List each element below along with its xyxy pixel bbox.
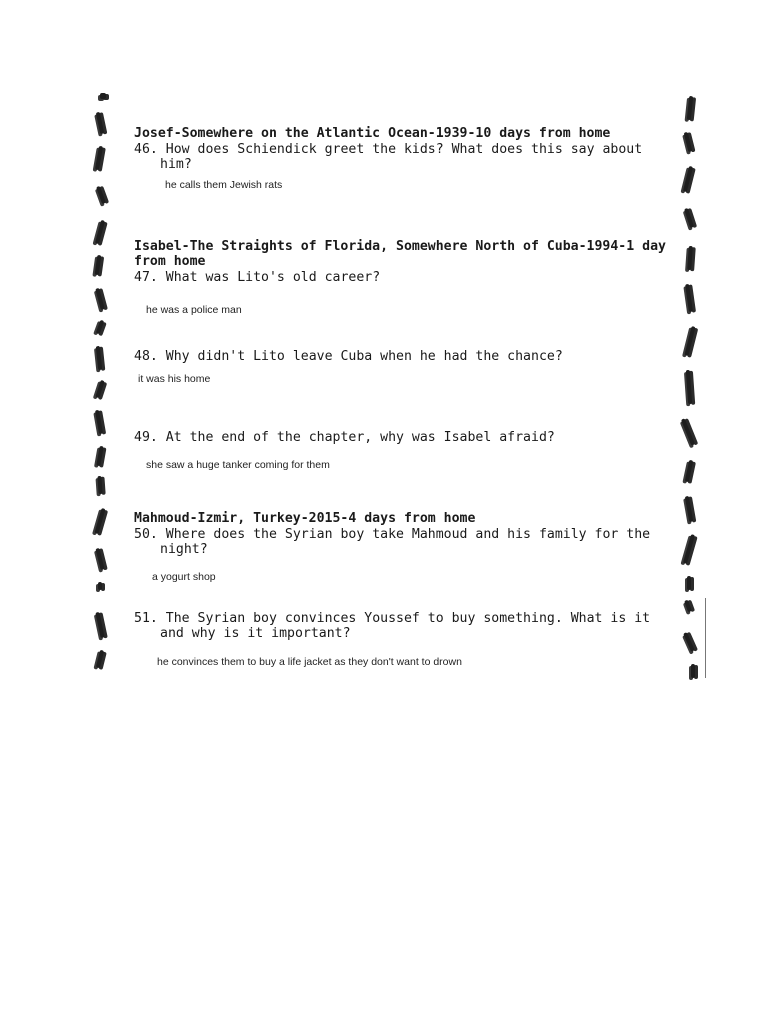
left-scan-marks bbox=[92, 0, 122, 1024]
question-50: 50. Where does the Syrian boy take Mahmoud and his family for the night? bbox=[134, 527, 651, 557]
question-number: 46. bbox=[134, 142, 158, 157]
scan-edge-line bbox=[705, 598, 706, 678]
question-49: 49. At the end of the chapter, why was Isabel afraid? bbox=[134, 430, 555, 445]
question-number: 50. bbox=[134, 527, 158, 542]
section-heading-isabel: Isabel-The Straights of Florida, Somewhere North of Cuba-1994-1 day from home bbox=[134, 239, 666, 269]
question-number: 49. bbox=[134, 430, 158, 445]
section-heading-josef: Josef-Somewhere on the Atlantic Ocean-1939-10 days from home bbox=[134, 126, 611, 141]
answer-47[interactable]: he was a police man bbox=[146, 304, 242, 316]
question-51: 51. The Syrian boy convinces Youssef to buy something. What is it and why is it important? bbox=[134, 611, 651, 641]
question-47: 47. What was Lito's old career? bbox=[134, 270, 381, 285]
question-number: 48. bbox=[134, 349, 158, 364]
question-46: 46. How does Schiendick greet the kids? What does this say about him? bbox=[134, 142, 643, 172]
question-number: 51. bbox=[134, 611, 158, 626]
right-scan-marks bbox=[680, 0, 710, 1024]
answer-46[interactable]: he calls them Jewish rats bbox=[165, 179, 283, 191]
question-48: 48. Why didn't Lito leave Cuba when he had the chance? bbox=[134, 349, 563, 364]
answer-50[interactable]: a yogurt shop bbox=[152, 571, 216, 583]
question-number: 47. bbox=[134, 270, 158, 285]
answer-48[interactable]: it was his home bbox=[138, 373, 211, 385]
answer-51[interactable]: he convinces them to buy a life jacket as they don't want to drown bbox=[157, 656, 462, 668]
section-heading-mahmoud: Mahmoud-Izmir, Turkey-2015-4 days from home bbox=[134, 511, 476, 526]
answer-49[interactable]: she saw a huge tanker coming for them bbox=[146, 459, 330, 471]
